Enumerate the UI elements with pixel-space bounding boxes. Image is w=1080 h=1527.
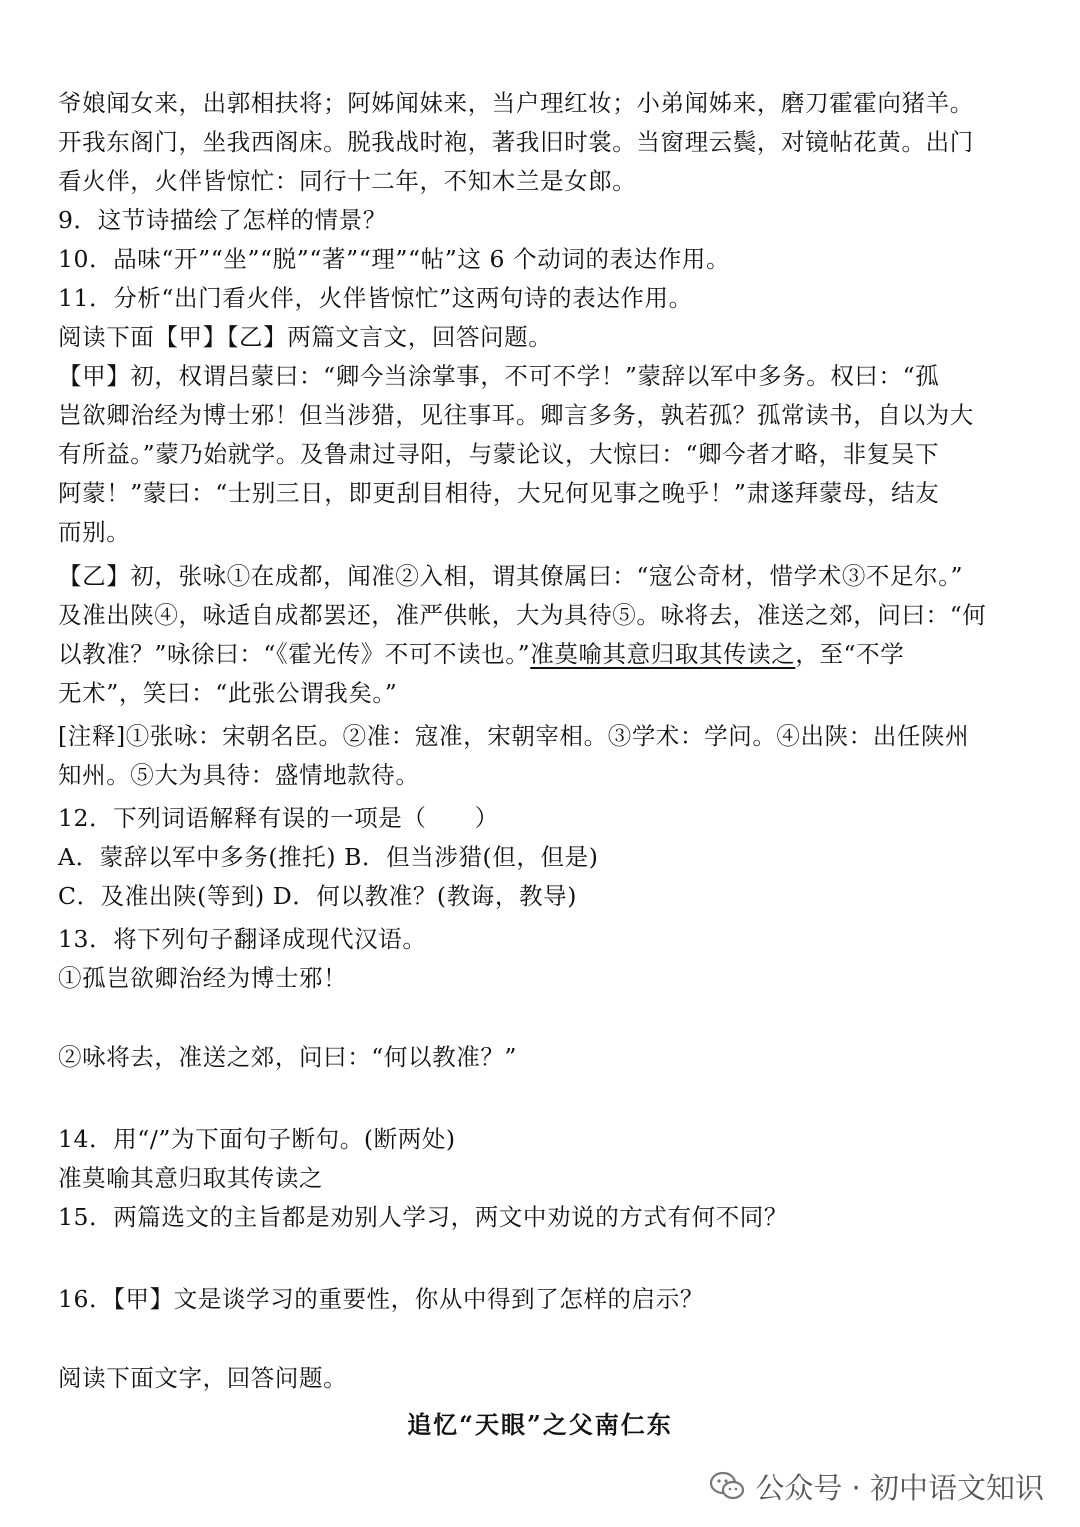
question-15: 15．两篇选文的主旨都是劝别人学习，两文中劝说的方式有何不同？	[58, 1203, 789, 1231]
question-16: 16．【甲】文是谈学习的重要性，你从中得到了怎样的启示？	[58, 1285, 704, 1313]
underlined-sentence: 准莫喻其意归取其传读之	[530, 640, 796, 668]
text-yi-line-2: 及准出陕④，咏适自成都罢还，准严供帐，大为具待⑤。咏将去，准送之郊，问曰：“何	[58, 601, 987, 629]
reading-instruction: 阅读下面【甲】【乙】两篇文言文，回答问题。	[58, 323, 553, 351]
text-yi-line-3	[58, 639, 904, 669]
text-yi-line-1: 【乙】初，张咏①在成都，闻准②入相，谓其僚属曰：“寇公奇材，惜学术③不足尔。”	[58, 562, 964, 590]
reading-instruction-2: 阅读下面文字，回答问题。	[58, 1364, 348, 1392]
annotation-line-2: 知州。⑤大为具待：盛情地款待。	[58, 761, 420, 789]
article-title: 追忆“天眼”之父南仁东	[407, 1410, 673, 1439]
text-yi-line-4: 无术”，笑曰：“此张公谓我矣。”	[58, 679, 398, 707]
poem-line-1: 爷娘闻女来，出郭相扶将；阿姊闻妹来，当户理红妆；小弟闻姊来，磨刀霍霍向猪羊。	[58, 89, 974, 117]
question-12: 12．下列词语解释有误的一项是（ ）	[58, 804, 499, 832]
option-a-b: A．蒙辞以军中多务(推托) B．但当涉猎(但，但是)	[58, 843, 599, 871]
question-14: 14．用“/”为下面句子断句。(断两处)	[58, 1125, 456, 1153]
question-13: 13．将下列句子翻译成现代汉语。	[58, 925, 427, 953]
question-14-sentence: 准莫喻其意归取其传读之	[58, 1164, 324, 1192]
text-jia-line-4: 阿蒙！”蒙曰：“士别三日，即更刮目相待，大兄何见事之晚乎！”肃遂拜蒙母，结友	[58, 479, 940, 507]
text-yi-line-3-before: 以教准？”咏徐曰：“《霍光传》不可不读也。”	[58, 640, 531, 668]
text-jia-line-5: 而别。	[58, 518, 131, 546]
poem-line-2: 开我东阁门，坐我西阁床。脱我战时袍，著我旧时裳。当窗理云鬓，对镜帖花黄。出门	[58, 128, 974, 156]
text-jia-line-2: 岂欲卿治经为博士邪！但当涉猎，见往事耳。卿言多务，孰若孤？孤常读书，自以为大	[58, 401, 974, 429]
wechat-icon	[709, 1470, 745, 1502]
text-jia-line-1: 【甲】初，权谓吕蒙曰：“卿今当涂掌事，不可不学！”蒙辞以军中多务。权曰：“孤	[58, 362, 940, 390]
question-10: 10．品味“开”“坐”“脱”“著”“理”“帖”这 6 个动词的表达作用。	[58, 245, 731, 273]
question-13-sentence-1: ①孤岂欲卿治经为博士邪！	[58, 964, 348, 992]
watermark-text: 公众号 · 初中语文知识	[755, 1470, 1044, 1505]
text-yi-line-3-after: ，至“不学	[795, 640, 905, 668]
question-9: 9．这节诗描绘了怎样的情景？	[58, 206, 387, 234]
text-jia-line-3: 有所益。”蒙乃始就学。及鲁肃过寻阳，与蒙论议，大惊曰：“卿今者才略，非复吴下	[58, 440, 940, 468]
annotation-line-1: [注释]①张咏：宋朝名臣。②准：寇准，宋朝宰相。③学术：学问。④出陕：出任陕州	[58, 722, 970, 750]
option-c-d: C．及准出陕(等到) D．何以教准？(教诲，教导)	[58, 882, 577, 910]
poem-line-3: 看火伴，火伴皆惊忙：同行十二年，不知木兰是女郎。	[58, 167, 637, 195]
watermark	[709, 1466, 1044, 1506]
question-13-sentence-2: ②咏将去，准送之郊，问曰：“何以教准？”	[58, 1043, 518, 1071]
question-11: 11．分析“出门看火伴，火伴皆惊忙”这两句诗的表达作用。	[58, 284, 693, 312]
